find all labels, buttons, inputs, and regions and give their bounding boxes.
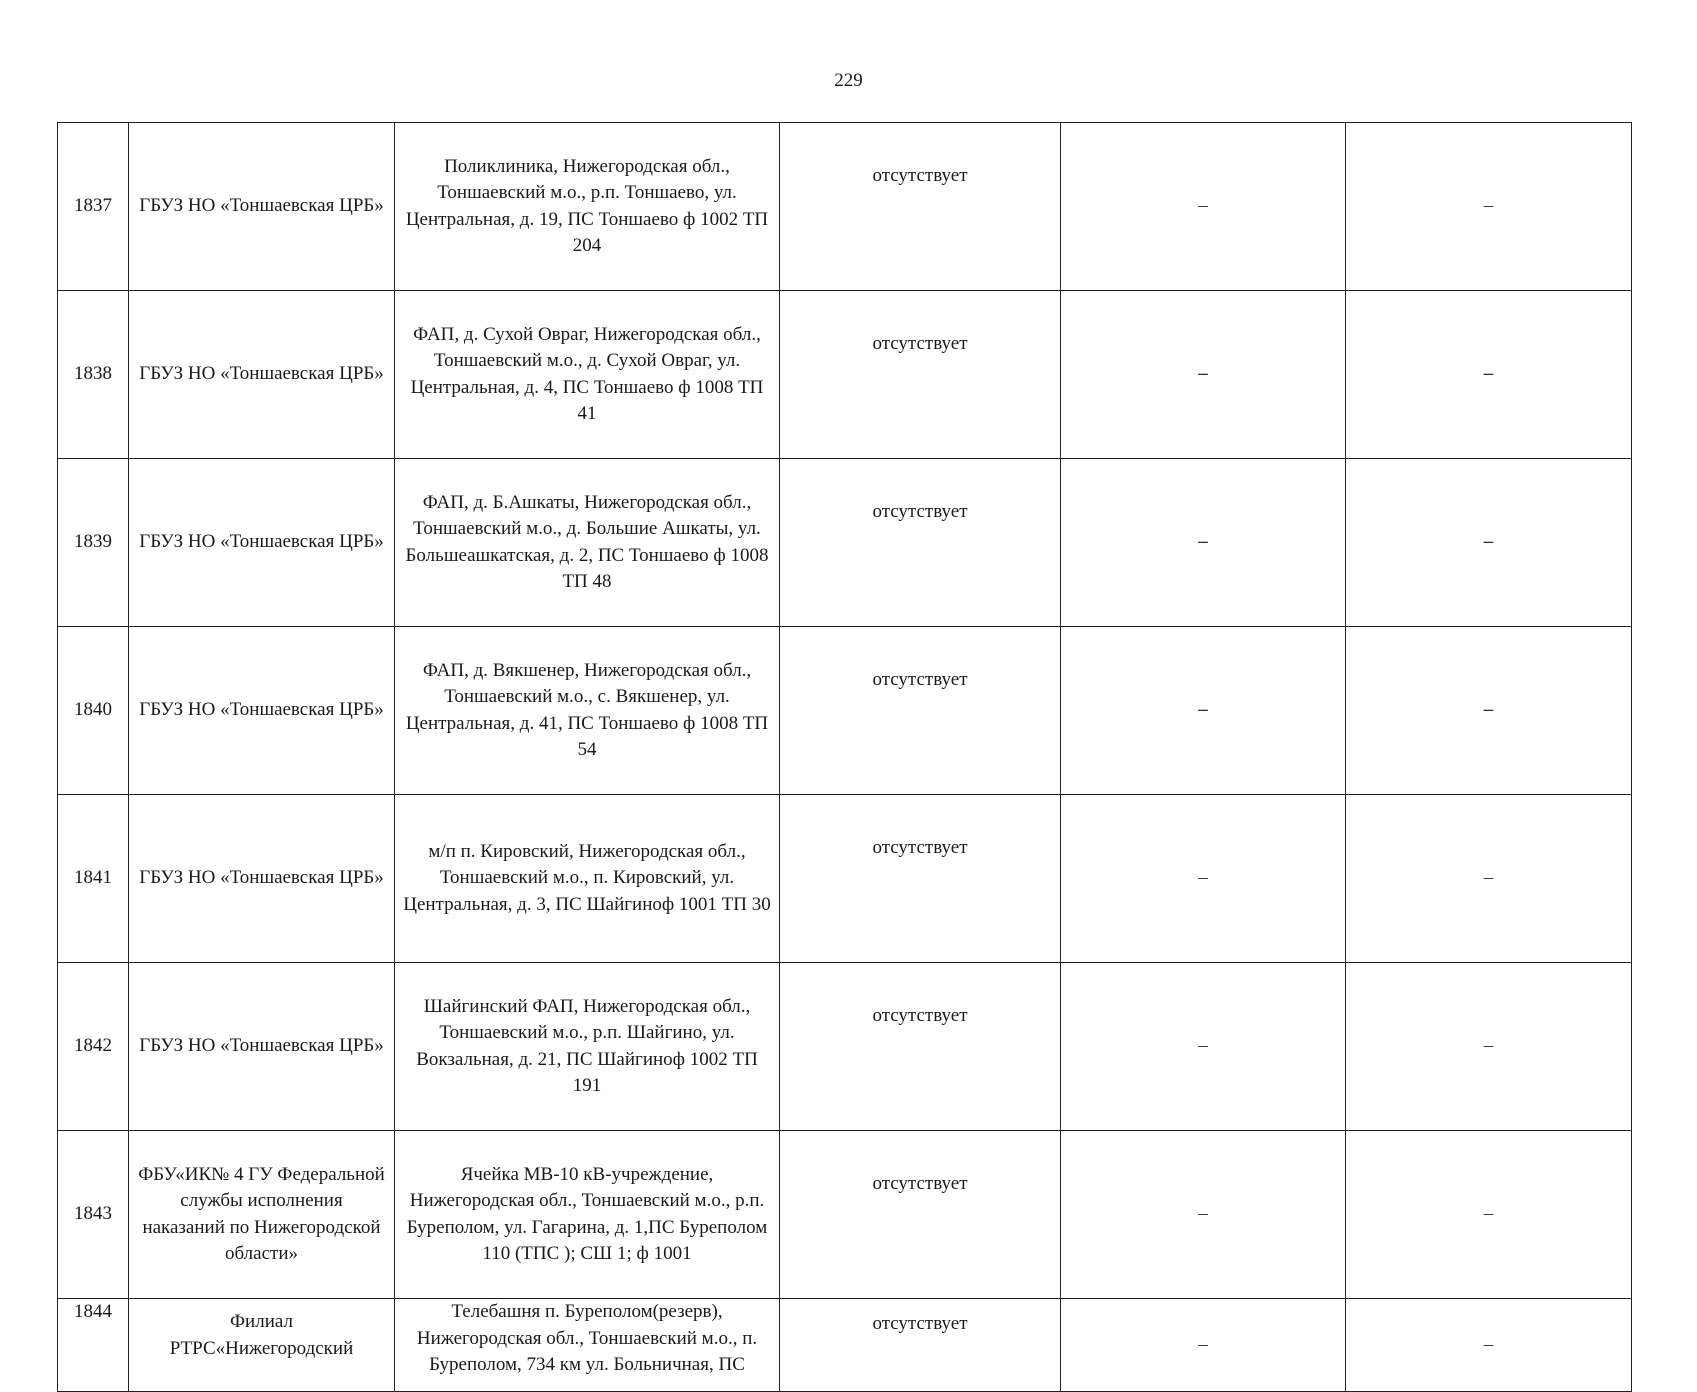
organization-cell: ГБУЗ НО «Тоншаевская ЦРБ» — [129, 291, 395, 459]
dash-cell: – — [1346, 123, 1632, 291]
address-cell: Поликлиника, Нижегородская обл., Тоншаевский м.о., р.п. Тоншаево, ул. Центральная, д. 19, ПС Тоншаево ф 1002 ТП 204 — [395, 123, 780, 291]
row-number: 1838 — [58, 291, 129, 459]
dash-cell: – — [1346, 291, 1632, 459]
organization-cell: Филиал РТРС«Нижегородский — [129, 1299, 395, 1392]
address-cell: Ячейка МВ-10 кВ-учреждение, Нижегородская обл., Тоншаевский м.о., р.п. Буреполом, ул. Гагарина, д. 1,ПС Буреполом 110 (ТПС ); СШ 1; ф 1001 — [395, 1131, 780, 1299]
organization-cell: ГБУЗ НО «Тоншаевская ЦРБ» — [129, 795, 395, 963]
dash-cell: – — [1061, 627, 1346, 795]
dash-cell: – — [1061, 963, 1346, 1131]
dash-cell: – — [1061, 459, 1346, 627]
address-cell: ФАП, д. Б.Ашкаты, Нижегородская обл., Тоншаевский м.о., д. Большие Ашкаты, ул. Большеашкатская, д. 2, ПС Тоншаево ф 1008 ТП 48 — [395, 459, 780, 627]
address-cell: ФАП, д. Вякшенер, Нижегородская обл., Тоншаевский м.о., с. Вякшенер, ул. Центральная, д. 41, ПС Тоншаево ф 1008 ТП 54 — [395, 627, 780, 795]
dash-cell: – — [1061, 123, 1346, 291]
table-row — [58, 123, 1632, 291]
registry-table — [57, 122, 1632, 1392]
table-row — [58, 795, 1632, 963]
status-cell: отсутствует — [780, 291, 1061, 459]
table-row — [58, 1131, 1632, 1299]
dash-cell: – — [1346, 963, 1632, 1131]
dash-cell: – — [1346, 795, 1632, 963]
status-cell: отсутствует — [780, 1299, 1061, 1392]
dash-cell: – — [1346, 1299, 1632, 1392]
page-number: 229 — [834, 70, 863, 91]
status-cell: отсутствует — [780, 795, 1061, 963]
organization-cell: ГБУЗ НО «Тоншаевская ЦРБ» — [129, 123, 395, 291]
address-cell: ФАП, д. Сухой Овраг, Нижегородская обл., Тоншаевский м.о., д. Сухой Овраг, ул. Центральная, д. 4, ПС Тоншаево ф 1008 ТП 41 — [395, 291, 780, 459]
organization-cell: ГБУЗ НО «Тоншаевская ЦРБ» — [129, 459, 395, 627]
dash-cell: – — [1061, 1299, 1346, 1392]
status-cell: отсутствует — [780, 627, 1061, 795]
row-number: 1840 — [58, 627, 129, 795]
dash-cell: – — [1346, 627, 1632, 795]
status-cell: отсутствует — [780, 459, 1061, 627]
status-cell: отсутствует — [780, 123, 1061, 291]
dash-cell: – — [1061, 1131, 1346, 1299]
row-number: 1844 — [58, 1299, 129, 1392]
organization-cell: ГБУЗ НО «Тоншаевская ЦРБ» — [129, 963, 395, 1131]
address-cell: Шайгинский ФАП, Нижегородская обл., Тоншаевский м.о., р.п. Шайгино, ул. Вокзальная, д. 21, ПС Шайгиноф 1002 ТП 191 — [395, 963, 780, 1131]
status-cell: отсутствует — [780, 963, 1061, 1131]
row-number: 1839 — [58, 459, 129, 627]
address-cell: м/п п. Кировский, Нижегородская обл., Тоншаевский м.о., п. Кировский, ул. Центральная, д. 3, ПС Шайгиноф 1001 ТП 30 — [395, 795, 780, 963]
dash-cell: – — [1061, 795, 1346, 963]
row-number: 1841 — [58, 795, 129, 963]
organization-cell: ГБУЗ НО «Тоншаевская ЦРБ» — [129, 627, 395, 795]
dash-cell: – — [1346, 459, 1632, 627]
organization-cell: ФБУ«ИК№ 4 ГУ Федеральной службы исполнения наказаний по Нижегородской области» — [129, 1131, 395, 1299]
row-number: 1837 — [58, 123, 129, 291]
status-cell: отсутствует — [780, 1131, 1061, 1299]
dash-cell: – — [1346, 1131, 1632, 1299]
row-number: 1843 — [58, 1131, 129, 1299]
address-cell: Телебашня п. Буреполом(резерв), Нижегородская обл., Тоншаевский м.о., п. Буреполом, 734 км ул. Больничная, ПС — [395, 1299, 780, 1392]
dash-cell: – — [1061, 291, 1346, 459]
table-row — [58, 1299, 1632, 1392]
table-row — [58, 627, 1632, 795]
table-row — [58, 459, 1632, 627]
table-row — [58, 291, 1632, 459]
row-number: 1842 — [58, 963, 129, 1131]
table-row — [58, 963, 1632, 1131]
